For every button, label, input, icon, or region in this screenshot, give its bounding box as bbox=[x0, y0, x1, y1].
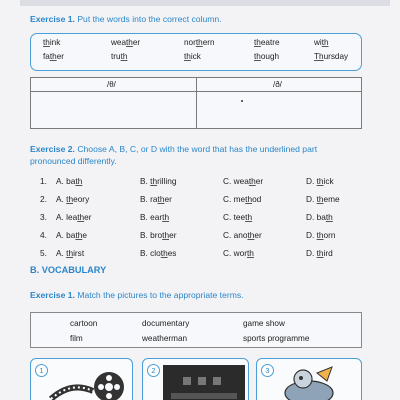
question-number: 5. bbox=[40, 248, 47, 258]
game-show-stage-icon bbox=[143, 359, 249, 400]
option-letter: D. bbox=[306, 212, 317, 222]
option-letter: B. bbox=[140, 212, 151, 222]
option-underlined-part: th bbox=[245, 212, 253, 222]
word-part: tru bbox=[111, 52, 121, 61]
answer-option[interactable] bbox=[56, 230, 87, 240]
option-letter: C. bbox=[223, 212, 234, 222]
option-word-part: er bbox=[254, 230, 262, 240]
question-row bbox=[40, 176, 370, 188]
word-item bbox=[254, 52, 279, 61]
answer-option[interactable] bbox=[56, 176, 82, 186]
answer-option[interactable] bbox=[223, 248, 254, 258]
question-number: 4. bbox=[40, 230, 47, 240]
option-underlined-part: th bbox=[248, 176, 256, 186]
option-word-part: eory bbox=[73, 194, 90, 204]
term-cartoon: cartoon bbox=[70, 319, 98, 328]
answer-option[interactable] bbox=[140, 212, 169, 222]
answer-option[interactable] bbox=[223, 194, 261, 204]
word-underlined-part: th bbox=[184, 52, 191, 61]
question-row bbox=[40, 212, 370, 224]
exercise2-instruction-line1: Choose A, B, C, or D with the word that has the underlined part bbox=[77, 144, 318, 154]
answer-option[interactable] bbox=[306, 176, 334, 186]
word-item bbox=[43, 38, 60, 47]
cartoon-character-icon bbox=[257, 359, 362, 400]
picture-number-1: 1 bbox=[35, 364, 48, 377]
option-letter: D. bbox=[306, 176, 317, 186]
option-letter: A. bbox=[56, 248, 67, 258]
option-letter: B. bbox=[140, 230, 151, 240]
question-row bbox=[40, 248, 370, 260]
option-underlined-part: th bbox=[162, 212, 170, 222]
picture-number-3: 3 bbox=[261, 364, 274, 377]
option-underlined-part: th bbox=[246, 248, 254, 258]
option-underlined-part: th bbox=[247, 230, 255, 240]
word-part: ick bbox=[190, 52, 201, 61]
word-box bbox=[30, 33, 362, 71]
option-letter: C. bbox=[223, 194, 234, 204]
phoneme-table bbox=[30, 77, 362, 129]
word-item bbox=[111, 52, 127, 61]
term-box bbox=[30, 312, 362, 348]
option-underlined-part: th bbox=[157, 194, 165, 204]
option-underlined-part: th bbox=[245, 194, 253, 204]
exercise2-label: Exercise 2. bbox=[30, 144, 75, 154]
option-underlined-part: th bbox=[66, 194, 74, 204]
option-word-part: lea bbox=[66, 212, 78, 222]
option-underlined-part: th bbox=[162, 230, 170, 240]
answer-option[interactable] bbox=[223, 212, 252, 222]
answer-option[interactable] bbox=[56, 212, 92, 222]
word-item bbox=[314, 52, 348, 61]
word-part: fa bbox=[43, 52, 50, 61]
option-letter: D. bbox=[306, 194, 317, 204]
word-underlined-part: th bbox=[43, 38, 50, 47]
picture-2 bbox=[142, 358, 249, 400]
word-part: ough bbox=[260, 52, 280, 61]
picture-number-2: 2 bbox=[147, 364, 160, 377]
word-underlined-part: th bbox=[195, 38, 203, 47]
option-word-part: er bbox=[164, 194, 172, 204]
column-theta: /θ/ bbox=[107, 80, 116, 89]
exercise2-title bbox=[30, 144, 317, 155]
option-word-part: clo bbox=[150, 248, 161, 258]
exercise1-instruction: Put the words into the correct column. bbox=[77, 14, 222, 24]
picture-3 bbox=[256, 358, 362, 400]
exercise1-title bbox=[30, 14, 222, 25]
answer-option[interactable] bbox=[140, 230, 176, 240]
word-part: nor bbox=[184, 38, 196, 47]
answer-option[interactable] bbox=[223, 230, 262, 240]
answer-option[interactable] bbox=[306, 230, 336, 240]
word-underlined-part: th bbox=[254, 52, 261, 61]
word-item bbox=[43, 52, 64, 61]
word-item bbox=[184, 38, 215, 47]
option-word-part: irst bbox=[73, 248, 85, 258]
option-word-part: ba bbox=[316, 212, 326, 222]
word-underlined-part: th bbox=[49, 52, 57, 61]
term-sports-programme: sports programme bbox=[243, 334, 310, 343]
option-word-part: orn bbox=[323, 230, 336, 240]
option-letter: B. bbox=[140, 176, 151, 186]
option-word-part: od bbox=[252, 194, 262, 204]
option-word-part: ick bbox=[323, 176, 334, 186]
option-underlined-part: th bbox=[316, 194, 324, 204]
film-reel-icon bbox=[31, 359, 133, 400]
option-word-part: ano bbox=[233, 230, 248, 240]
option-word-part: tee bbox=[233, 212, 246, 222]
question-row bbox=[40, 194, 370, 206]
picture-1 bbox=[30, 358, 133, 400]
option-word-part: ra bbox=[150, 194, 158, 204]
option-word-part: ird bbox=[323, 248, 333, 258]
exercise2-title-line2 bbox=[30, 156, 117, 167]
option-underlined-part: th bbox=[316, 230, 324, 240]
option-word-part: wea bbox=[233, 176, 249, 186]
word-underlined-part: th bbox=[120, 52, 128, 61]
word-part: eatre bbox=[260, 38, 280, 47]
option-underlined-part: th bbox=[316, 248, 324, 258]
option-word-part: rilling bbox=[157, 176, 177, 186]
word-item bbox=[314, 38, 329, 47]
word-item bbox=[111, 38, 140, 47]
option-underlined-part: th bbox=[316, 176, 324, 186]
answer-option[interactable] bbox=[140, 176, 176, 186]
option-word-part: ear bbox=[150, 212, 163, 222]
option-word-part: er bbox=[169, 230, 177, 240]
option-underlined-part: th bbox=[75, 230, 83, 240]
vocabulary-section-title: B. VOCABULARY bbox=[30, 265, 107, 275]
term-game-show: game show bbox=[243, 319, 285, 328]
table-dot bbox=[241, 100, 243, 102]
word-underlined-part: th bbox=[321, 38, 329, 47]
option-underlined-part: th bbox=[160, 248, 168, 258]
question-number: 3. bbox=[40, 212, 47, 222]
answer-option[interactable] bbox=[140, 194, 172, 204]
answer-option[interactable] bbox=[56, 194, 89, 204]
word-underlined-part: th bbox=[254, 38, 261, 47]
option-letter: A. bbox=[56, 194, 67, 204]
exercise1-label: Exercise 1. bbox=[30, 14, 75, 24]
top-strip bbox=[20, 0, 390, 6]
word-item bbox=[254, 38, 280, 47]
question-number: 1. bbox=[40, 176, 47, 186]
word-part: ink bbox=[49, 38, 61, 47]
term-weatherman: weatherman bbox=[142, 334, 188, 343]
option-letter: C. bbox=[223, 230, 234, 240]
option-letter: D. bbox=[306, 230, 317, 240]
option-underlined-part: th bbox=[66, 248, 74, 258]
word-part: ern bbox=[202, 38, 215, 47]
question-number: 2. bbox=[40, 194, 47, 204]
option-word-part: es bbox=[167, 248, 177, 258]
option-letter: B. bbox=[140, 248, 151, 258]
vocab-exercise-title bbox=[30, 290, 244, 301]
table-divider bbox=[196, 78, 197, 128]
option-word-part: ba bbox=[66, 230, 76, 240]
option-underlined-part: th bbox=[150, 176, 158, 186]
option-word-part: wor bbox=[233, 248, 247, 258]
option-letter: C. bbox=[223, 248, 234, 258]
vocab-exercise-instruction: Match the pictures to the appropriate terms. bbox=[77, 290, 244, 300]
answer-option[interactable] bbox=[56, 248, 84, 258]
question-row bbox=[40, 230, 370, 242]
option-word-part: me bbox=[233, 194, 246, 204]
option-underlined-part: th bbox=[325, 212, 333, 222]
answer-option[interactable] bbox=[306, 194, 340, 204]
option-word-part: ba bbox=[66, 176, 76, 186]
word-part: er bbox=[56, 52, 64, 61]
answer-option[interactable] bbox=[306, 248, 333, 258]
option-underlined-part: th bbox=[75, 176, 83, 186]
word-part: wea bbox=[111, 38, 127, 47]
option-word-part: er bbox=[255, 176, 264, 186]
word-part: er bbox=[132, 38, 141, 47]
term-film: film bbox=[70, 334, 83, 343]
option-letter: C. bbox=[223, 176, 234, 186]
answer-option[interactable] bbox=[140, 248, 176, 258]
word-underlined-part: Th bbox=[314, 52, 324, 61]
answer-option[interactable] bbox=[223, 176, 263, 186]
word-underlined-part: th bbox=[126, 38, 133, 47]
option-word-part: er bbox=[84, 212, 92, 222]
vocab-exercise-label: Exercise 1. bbox=[30, 290, 75, 300]
term-documentary: documentary bbox=[142, 319, 190, 328]
option-underlined-part: th bbox=[77, 212, 85, 222]
exercise2-instruction-line2: pronounced differently. bbox=[30, 156, 117, 166]
word-part: wi bbox=[314, 38, 322, 47]
option-letter: B. bbox=[140, 194, 151, 204]
option-letter: A. bbox=[56, 230, 67, 240]
word-item bbox=[184, 52, 201, 61]
answer-option[interactable] bbox=[306, 212, 333, 222]
option-word-part: eme bbox=[323, 194, 340, 204]
column-eth: /ð/ bbox=[273, 80, 282, 89]
option-word-part: bro bbox=[150, 230, 163, 240]
option-letter: A. bbox=[56, 176, 67, 186]
word-part: ursday bbox=[323, 52, 349, 61]
option-letter: D. bbox=[306, 248, 317, 258]
option-letter: A. bbox=[56, 212, 67, 222]
option-word-part: e bbox=[82, 230, 87, 240]
